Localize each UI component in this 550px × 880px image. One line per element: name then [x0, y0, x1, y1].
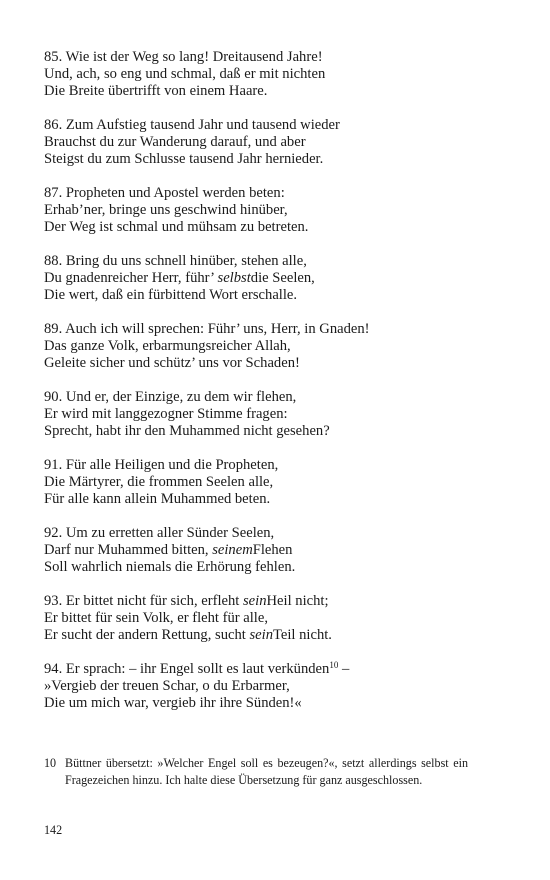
verse-text: Steigst du zum Schlusse tausend Jahr hernieder.	[44, 151, 324, 167]
emphasized-text: sein	[242, 593, 267, 609]
stanza	[44, 49, 514, 100]
verse-text: Du gnadenreicher Herr, führ’	[44, 270, 218, 286]
footnote	[44, 755, 468, 789]
verse-text: Heil nicht;	[266, 593, 329, 609]
verse-line	[44, 151, 514, 168]
verse-text: Brauchst du zur Wanderung darauf, und aber	[44, 134, 306, 150]
stanza	[44, 185, 514, 236]
verse-line	[44, 593, 514, 610]
stanza	[44, 457, 514, 508]
verse-text: Das ganze Volk, erbarmungsreicher Allah,	[44, 338, 291, 354]
verse-line	[44, 321, 514, 338]
poem-body	[44, 49, 514, 729]
page-number: 142	[44, 823, 63, 837]
verse-text: 86. Zum Aufstieg tausend Jahr und tausend wieder	[44, 117, 340, 133]
verse-text: 92. Um zu erretten aller Sünder Seelen,	[44, 525, 275, 541]
verse-text: Teil nicht.	[273, 627, 332, 643]
verse-line	[44, 49, 514, 66]
verse-line	[44, 627, 514, 644]
verse-text: Und, ach, so eng und schmal, daß er mit nichten	[44, 66, 326, 82]
verse-text: Er wird mit langgezogner Stimme fragen:	[44, 406, 288, 422]
verse-line	[44, 389, 514, 406]
stanza	[44, 525, 514, 576]
stanza	[44, 593, 514, 644]
verse-text: Sprecht, habt ihr den Muhammed nicht gesehen?	[44, 423, 330, 439]
verse-line	[44, 270, 514, 287]
verse-line	[44, 610, 514, 627]
verse-text: Soll wahrlich niemals die Erhörung fehlen.	[44, 559, 296, 575]
verse-text: Er bittet für sein Volk, er fleht für alle,	[44, 610, 268, 626]
emphasized-text: selbst	[217, 270, 251, 286]
verse-line	[44, 559, 514, 576]
verse-line	[44, 525, 514, 542]
verse-line	[44, 117, 514, 134]
verse-text: »Vergieb der treuen Schar, o du Erbarmer,	[44, 678, 290, 694]
verse-line	[44, 678, 514, 695]
verse-text: Die um mich war, vergieb ihr ihre Sünden!«	[44, 695, 302, 711]
stanza	[44, 321, 514, 372]
verse-line	[44, 355, 514, 372]
verse-line	[44, 457, 514, 474]
stanza	[44, 253, 514, 304]
verse-text: Die Märtyrer, die frommen Seelen alle,	[44, 474, 274, 490]
verse-text: Für alle kann allein Muhammed beten.	[44, 491, 271, 507]
verse-line	[44, 287, 514, 304]
verse-text: Die wert, daß ein fürbittend Wort erschalle.	[44, 287, 298, 303]
stanza	[44, 661, 514, 712]
verse-line	[44, 134, 514, 151]
verse-text: 85. Wie ist der Weg so lang! Dreitausend Jahre!	[44, 49, 323, 65]
verse-text: Darf nur Muhammed bitten,	[44, 542, 213, 558]
verse-line	[44, 219, 514, 236]
emphasized-text: seinem	[212, 542, 253, 558]
verse-line	[44, 491, 514, 508]
verse-text: 89. Auch ich will sprechen: Führ’ uns, Herr, in Gnaden!	[44, 321, 370, 337]
verse-text: Die Breite übertrifft von einem Haare.	[44, 83, 268, 99]
verse-line	[44, 542, 514, 559]
verse-text: Geleite sicher und schütz’ uns vor Schaden!	[44, 355, 300, 371]
verse-line	[44, 253, 514, 270]
emphasized-text: sein	[249, 627, 273, 643]
verse-line	[44, 661, 514, 678]
verse-line	[44, 474, 514, 491]
verse-line	[44, 202, 514, 219]
verse-text: 94. Er sprach: – ihr Engel sollt es laut verkünden	[44, 661, 330, 677]
verse-line	[44, 66, 514, 83]
verse-text: 93. Er bittet nicht für sich, erfleht	[44, 593, 243, 609]
verse-text: Der Weg ist schmal und mühsam zu betreten.	[44, 219, 309, 235]
verse-text: 91. Für alle Heiligen und die Propheten,	[44, 457, 279, 473]
stanza	[44, 117, 514, 168]
verse-line	[44, 423, 514, 440]
verse-text: 90. Und er, der Einzige, zu dem wir flehen,	[44, 389, 297, 405]
verse-text: die Seelen,	[250, 270, 315, 286]
verse-text: Er sucht der andern Rettung, sucht	[44, 627, 250, 643]
verse-text: 88. Bring du uns schnell hinüber, stehen alle,	[44, 253, 307, 269]
stanza	[44, 389, 514, 440]
verse-text: Erhab’ner, bringe uns geschwind hinüber,	[44, 202, 288, 218]
verse-text: –	[338, 661, 350, 677]
verse-line	[44, 695, 514, 712]
verse-line	[44, 406, 514, 423]
verse-line	[44, 338, 514, 355]
footnote-reference: 10	[329, 660, 339, 670]
footnote-text: Büttner übersetzt: »Welcher Engel soll es bezeugen?«, setzt allerdings selbst ein Fragezeichen hinzu. Ich halte diese Übersetzung für ganz ausgeschlossen.	[65, 756, 468, 787]
verse-line	[44, 83, 514, 100]
verse-text: Flehen	[252, 542, 293, 558]
verse-text: 87. Propheten und Apostel werden beten:	[44, 185, 285, 201]
verse-line	[44, 185, 514, 202]
footnote-number: 10	[44, 756, 57, 770]
